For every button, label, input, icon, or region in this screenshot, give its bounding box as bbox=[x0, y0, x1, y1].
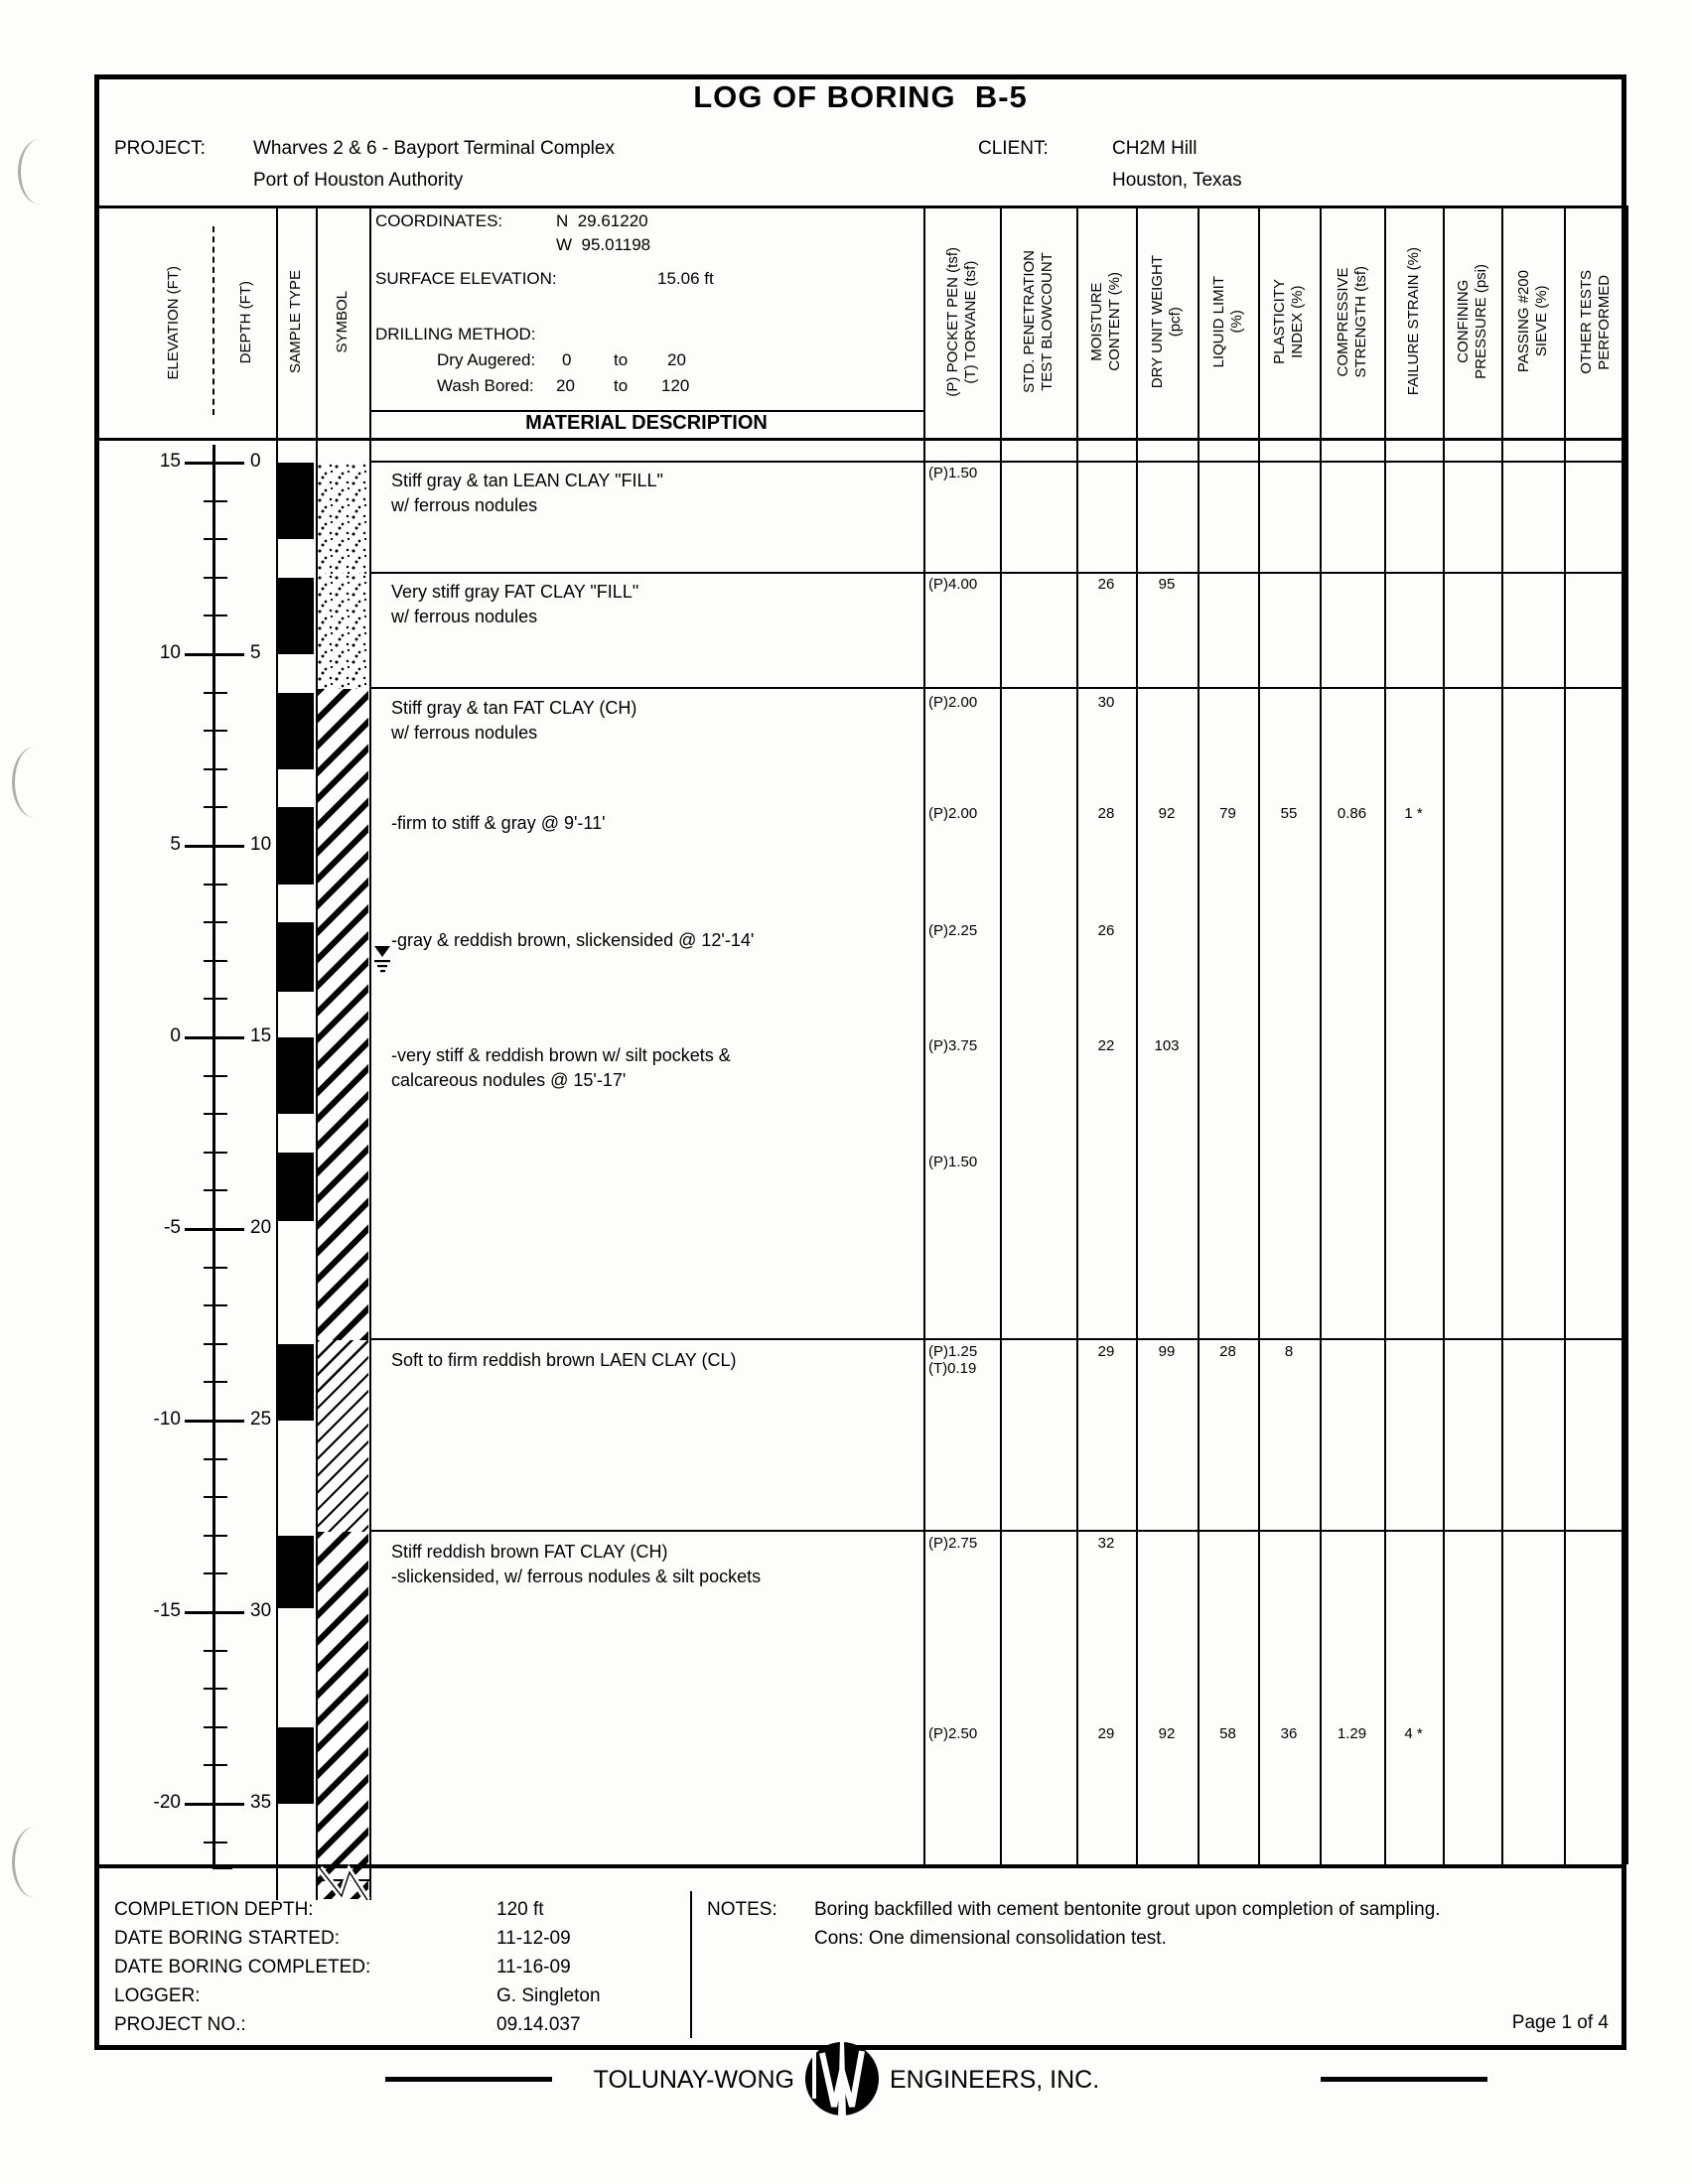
binder-hole-mark bbox=[12, 747, 59, 818]
grid-line bbox=[1626, 205, 1628, 1864]
major-tick bbox=[185, 462, 244, 465]
elevation-label: 0 bbox=[170, 1025, 181, 1046]
reading-cell-pi: 55 bbox=[1280, 805, 1298, 823]
grid-line bbox=[1136, 205, 1138, 1864]
reading-cell-pp: (P)1.50 bbox=[928, 464, 978, 481]
project-name: Wharves 2 & 6 - Bayport Terminal Complex bbox=[253, 138, 615, 159]
project-owner: Port of Houston Authority bbox=[253, 170, 464, 191]
minor-tick bbox=[204, 1381, 227, 1383]
reading-cell-fs: 4 * bbox=[1404, 1724, 1423, 1742]
major-tick bbox=[185, 653, 244, 656]
drilling-row-to: 120 bbox=[661, 376, 690, 395]
column-header-label: PASSING #200 SIEVE (%) bbox=[1514, 270, 1550, 373]
column-header-p200 bbox=[1501, 207, 1564, 436]
depth-label: 25 bbox=[250, 1409, 272, 1430]
minor-tick bbox=[204, 1458, 227, 1460]
reading-cell-pp: (P)1.25 (T)0.19 bbox=[928, 1343, 978, 1378]
minor-tick bbox=[204, 921, 227, 923]
major-tick bbox=[185, 1036, 244, 1039]
column-header-elevation: ELEVATION (FT) bbox=[165, 265, 182, 380]
company-rule-left bbox=[385, 2077, 552, 2082]
reading-cell-pp: (P)4.00 bbox=[928, 575, 978, 593]
reading-cell-pp: (P)2.75 bbox=[928, 1535, 978, 1553]
reading-cell-mc: 29 bbox=[1097, 1343, 1115, 1361]
material-description: Very stiff gray FAT CLAY "FILL" w/ ferrous nodules bbox=[391, 581, 639, 626]
column-header-other bbox=[1564, 207, 1626, 436]
drilling-method-label: DRILLING METHOD: bbox=[375, 325, 536, 343]
material-description: -firm to stiff & gray @ 9'-11' bbox=[391, 813, 606, 834]
minor-tick bbox=[204, 730, 227, 732]
sample-interval bbox=[278, 463, 314, 539]
minor-tick bbox=[204, 1572, 227, 1574]
grid-line bbox=[276, 205, 278, 1900]
column-header-depth: DEPTH (FT) bbox=[236, 281, 254, 364]
stratum-symbol-ch bbox=[317, 689, 368, 1340]
sample-interval bbox=[278, 807, 314, 884]
column-header-pp bbox=[923, 207, 1000, 436]
footer-divider bbox=[690, 1891, 692, 2038]
reading-cell-pp: (P)1.50 bbox=[928, 1154, 978, 1171]
reading-cell-mc: 28 bbox=[1097, 805, 1115, 823]
depth-label: 5 bbox=[250, 642, 261, 663]
footer-value: G. Singleton bbox=[496, 1985, 601, 2006]
reading-cell-cs: 1.29 bbox=[1337, 1724, 1367, 1742]
reading-cell-duw: 99 bbox=[1158, 1343, 1176, 1361]
minor-tick bbox=[204, 1113, 227, 1115]
grid-line bbox=[1320, 205, 1322, 1864]
sample-interval bbox=[278, 922, 314, 991]
client-label: CLIENT: bbox=[978, 138, 1049, 159]
grid-line bbox=[1258, 205, 1260, 1864]
reading-cell-duw: 103 bbox=[1154, 1036, 1180, 1054]
elevation-label: -15 bbox=[153, 1600, 181, 1621]
minor-tick bbox=[204, 1267, 227, 1269]
coordinate-west: W 95.01198 bbox=[556, 235, 651, 254]
reading-cell-ll: 79 bbox=[1219, 805, 1236, 823]
reading-cell-mc: 26 bbox=[1097, 921, 1115, 939]
major-tick bbox=[185, 1611, 244, 1614]
grid-line bbox=[369, 205, 371, 1900]
sample-interval bbox=[278, 1153, 314, 1221]
reading-cell-pi: 36 bbox=[1280, 1724, 1298, 1742]
binder-hole-mark bbox=[18, 139, 63, 205]
notes-line1: Boring backfilled with cement bentonite grout upon completion of sampling. bbox=[814, 1899, 1441, 1920]
coordinates-label: COORDINATES: bbox=[375, 211, 503, 230]
reading-cell-duw: 92 bbox=[1158, 1724, 1176, 1742]
reading-cell-pp: (P)3.75 bbox=[928, 1036, 978, 1054]
drilling-row-to-word: to bbox=[614, 350, 629, 369]
drilling-row-from: 0 bbox=[562, 350, 572, 369]
material-description: Stiff reddish brown FAT CLAY (CH) -slickensided, w/ ferrous nodules & silt pockets bbox=[391, 1541, 762, 1586]
column-header-mc bbox=[1076, 207, 1136, 436]
column-header-cs bbox=[1320, 207, 1384, 436]
material-description: Soft to firm reddish brown LAEN CLAY (CL) bbox=[391, 1349, 737, 1370]
company-logo-icon bbox=[800, 2037, 884, 2120]
reading-cell-mc: 32 bbox=[1097, 1535, 1115, 1553]
company-name-left: TOLUNAY-WONG bbox=[593, 2066, 794, 2094]
reading-cell-pp: (P)2.25 bbox=[928, 921, 978, 939]
water-table-icon bbox=[371, 945, 393, 975]
column-header-spt bbox=[1000, 207, 1076, 436]
sample-interval bbox=[278, 578, 314, 654]
minor-tick bbox=[204, 1189, 227, 1191]
reading-cell-fs: 1 * bbox=[1404, 805, 1423, 823]
footer-value: 11-12-09 bbox=[496, 1928, 571, 1949]
project-label: PROJECT: bbox=[114, 138, 206, 159]
elevation-depth-divider bbox=[212, 226, 214, 415]
minor-tick bbox=[204, 1152, 227, 1154]
depth-label: 20 bbox=[250, 1217, 272, 1238]
depth-label: 35 bbox=[250, 1792, 272, 1813]
client-name: CH2M Hill bbox=[1112, 138, 1198, 159]
minor-tick bbox=[204, 768, 227, 770]
surface-elevation-value: 15.06 ft bbox=[657, 269, 714, 288]
grid-line bbox=[94, 205, 1626, 208]
stratum-symbol-fill bbox=[317, 574, 368, 689]
minor-tick bbox=[204, 1535, 227, 1537]
material-description: Stiff gray & tan FAT CLAY (CH) w/ ferrous nodules bbox=[391, 698, 637, 744]
minor-tick bbox=[204, 500, 227, 502]
layer-boundary-line bbox=[369, 687, 1626, 689]
column-header-label: FAILURE STRAIN (%) bbox=[1404, 247, 1422, 396]
grid-line bbox=[1564, 205, 1566, 1864]
layer-boundary-line bbox=[369, 572, 1626, 574]
grid-line bbox=[94, 438, 1626, 441]
reading-cell-duw: 92 bbox=[1158, 805, 1176, 823]
grid-line bbox=[923, 205, 925, 1864]
column-header-label: MOISTURE CONTENT (%) bbox=[1088, 272, 1123, 371]
grid-line bbox=[1443, 205, 1445, 1864]
stratum-symbol-cl bbox=[317, 1340, 368, 1532]
reading-cell-mc: 30 bbox=[1097, 694, 1115, 712]
company-rule-right bbox=[1321, 2077, 1487, 2082]
drilling-row-name: Wash Bored: bbox=[437, 376, 534, 395]
footer-label: DATE BORING COMPLETED: bbox=[114, 1957, 371, 1978]
reading-cell-pp: (P)2.00 bbox=[928, 694, 978, 712]
drilling-row-to-word: to bbox=[614, 376, 629, 395]
reading-cell-cs: 0.86 bbox=[1337, 805, 1367, 823]
minor-tick bbox=[204, 577, 227, 579]
grid-line bbox=[1000, 205, 1002, 1864]
reading-cell-mc: 26 bbox=[1097, 575, 1115, 593]
layer-boundary-line bbox=[369, 1530, 1626, 1532]
reading-cell-ll: 58 bbox=[1219, 1724, 1236, 1742]
major-tick bbox=[185, 1803, 244, 1806]
column-header-pi bbox=[1258, 207, 1320, 436]
company-name-right: ENGINEERS, INC. bbox=[890, 2066, 1100, 2094]
column-header-label: CONFINING PRESSURE (psi) bbox=[1454, 264, 1489, 379]
depth-label: 10 bbox=[250, 834, 272, 855]
grid-line bbox=[1198, 205, 1199, 1864]
minor-tick bbox=[204, 998, 227, 1000]
elevation-label: -5 bbox=[164, 1217, 181, 1238]
column-header-symbol: SYMBOL bbox=[334, 290, 351, 353]
sample-interval bbox=[278, 1344, 314, 1421]
column-header-cp bbox=[1443, 207, 1501, 436]
minor-tick bbox=[204, 1726, 227, 1728]
notes-line2: Cons: One dimensional consolidation test. bbox=[814, 1928, 1167, 1949]
elevation-label: -10 bbox=[153, 1409, 181, 1430]
drilling-row-from: 20 bbox=[556, 376, 575, 395]
grid-line bbox=[1076, 205, 1078, 1864]
footer-value: 09.14.037 bbox=[496, 2014, 581, 2035]
page-number: Page 1 of 4 bbox=[1511, 2012, 1609, 2033]
drilling-row-to: 20 bbox=[667, 350, 686, 369]
column-header-duw bbox=[1136, 207, 1198, 436]
elevation-label: 5 bbox=[170, 834, 181, 855]
reading-cell-duw: 95 bbox=[1158, 575, 1176, 593]
minor-tick bbox=[204, 1842, 227, 1843]
column-header-label: DRY UNIT WEIGHT (pcf) bbox=[1149, 254, 1184, 389]
minor-tick bbox=[204, 692, 227, 694]
depth-label: 0 bbox=[250, 451, 261, 472]
elevation-label: 10 bbox=[159, 642, 181, 663]
depth-label: 30 bbox=[250, 1600, 272, 1621]
minor-tick bbox=[204, 538, 227, 540]
minor-tick bbox=[204, 1764, 227, 1766]
elevation-label: -20 bbox=[153, 1792, 181, 1813]
sample-interval bbox=[278, 1037, 314, 1114]
layer-boundary-line bbox=[369, 461, 1626, 463]
material-description: -gray & reddish brown, slickensided @ 12'-14' bbox=[391, 929, 755, 950]
stratum-symbol-ch bbox=[317, 1532, 368, 1900]
column-header-label: STD. PENETRATION TEST BLOWCOUNT bbox=[1020, 250, 1056, 393]
major-tick bbox=[185, 1420, 244, 1423]
column-header-label: PLASTICITY INDEX (%) bbox=[1271, 279, 1306, 364]
sample-interval bbox=[278, 1727, 314, 1804]
column-header-fs bbox=[1384, 207, 1443, 436]
column-header-label: COMPRESSIVE STRENGTH (tsf) bbox=[1334, 265, 1369, 378]
reading-cell-mc: 29 bbox=[1097, 1724, 1115, 1742]
minor-tick bbox=[204, 884, 227, 886]
sample-interval bbox=[278, 1536, 314, 1608]
minor-tick bbox=[204, 960, 227, 962]
footer-value: 120 ft bbox=[496, 1899, 544, 1920]
major-tick bbox=[185, 1228, 244, 1231]
material-description: -very stiff & reddish brown w/ silt pockets & calcareous nodules @ 15'-17' bbox=[391, 1044, 731, 1090]
drilling-row-name: Dry Augered: bbox=[437, 350, 536, 369]
layer-boundary-line bbox=[369, 1338, 1626, 1340]
column-header-label: LIQUID LIMIT (%) bbox=[1209, 275, 1245, 368]
elevation-axis bbox=[212, 445, 215, 1868]
coordinate-north: N 29.61220 bbox=[556, 211, 648, 230]
footer-label: DATE BORING STARTED: bbox=[114, 1928, 340, 1949]
footer-label: COMPLETION DEPTH: bbox=[114, 1899, 314, 1920]
footer-value: 11-16-09 bbox=[496, 1957, 571, 1978]
minor-tick bbox=[204, 1688, 227, 1690]
elevation-label: 15 bbox=[159, 451, 181, 472]
column-break-icon bbox=[314, 1862, 373, 1904]
notes-label: NOTES: bbox=[707, 1899, 777, 1920]
reading-cell-mc: 22 bbox=[1097, 1036, 1115, 1054]
minor-tick bbox=[204, 614, 227, 616]
footer-label: PROJECT NO.: bbox=[114, 2014, 246, 2035]
minor-tick bbox=[204, 1075, 227, 1077]
depth-label: 15 bbox=[250, 1025, 272, 1046]
minor-tick bbox=[204, 1496, 227, 1498]
column-header-label: OTHER TESTS PERFORMED bbox=[1577, 269, 1613, 374]
surface-elevation-label: SURFACE ELEVATION: bbox=[375, 269, 557, 288]
column-header-label: (P) POCKET PEN (tsf) (T) TORVANE (tsf) bbox=[943, 246, 979, 397]
reading-cell-pp: (P)2.50 bbox=[928, 1724, 978, 1742]
binder-hole-mark bbox=[12, 1827, 59, 1898]
reading-cell-ll: 28 bbox=[1219, 1343, 1236, 1361]
grid-line bbox=[1501, 205, 1503, 1864]
material-description-label: MATERIAL DESCRIPTION bbox=[525, 412, 768, 434]
material-description: Stiff gray & tan LEAN CLAY "FILL" w/ ferrous nodules bbox=[391, 470, 663, 515]
grid-line bbox=[316, 205, 318, 1900]
major-tick bbox=[185, 845, 244, 848]
client-city: Houston, Texas bbox=[1112, 170, 1242, 191]
column-header-sample-type: SAMPLE TYPE bbox=[287, 270, 304, 373]
minor-tick bbox=[204, 806, 227, 808]
minor-tick bbox=[204, 1343, 227, 1345]
minor-tick bbox=[204, 1304, 227, 1306]
sample-interval bbox=[278, 693, 314, 769]
footer-label: LOGGER: bbox=[114, 1985, 201, 2006]
minor-tick bbox=[204, 1650, 227, 1652]
stratum-symbol-fill bbox=[317, 463, 368, 574]
page-title: LOG OF BORING B-5 bbox=[693, 79, 1028, 114]
reading-cell-pp: (P)2.00 bbox=[928, 805, 978, 823]
reading-cell-pi: 8 bbox=[1284, 1343, 1294, 1361]
column-header-ll bbox=[1198, 207, 1258, 436]
grid-line bbox=[369, 410, 923, 412]
grid-line bbox=[1384, 205, 1386, 1864]
